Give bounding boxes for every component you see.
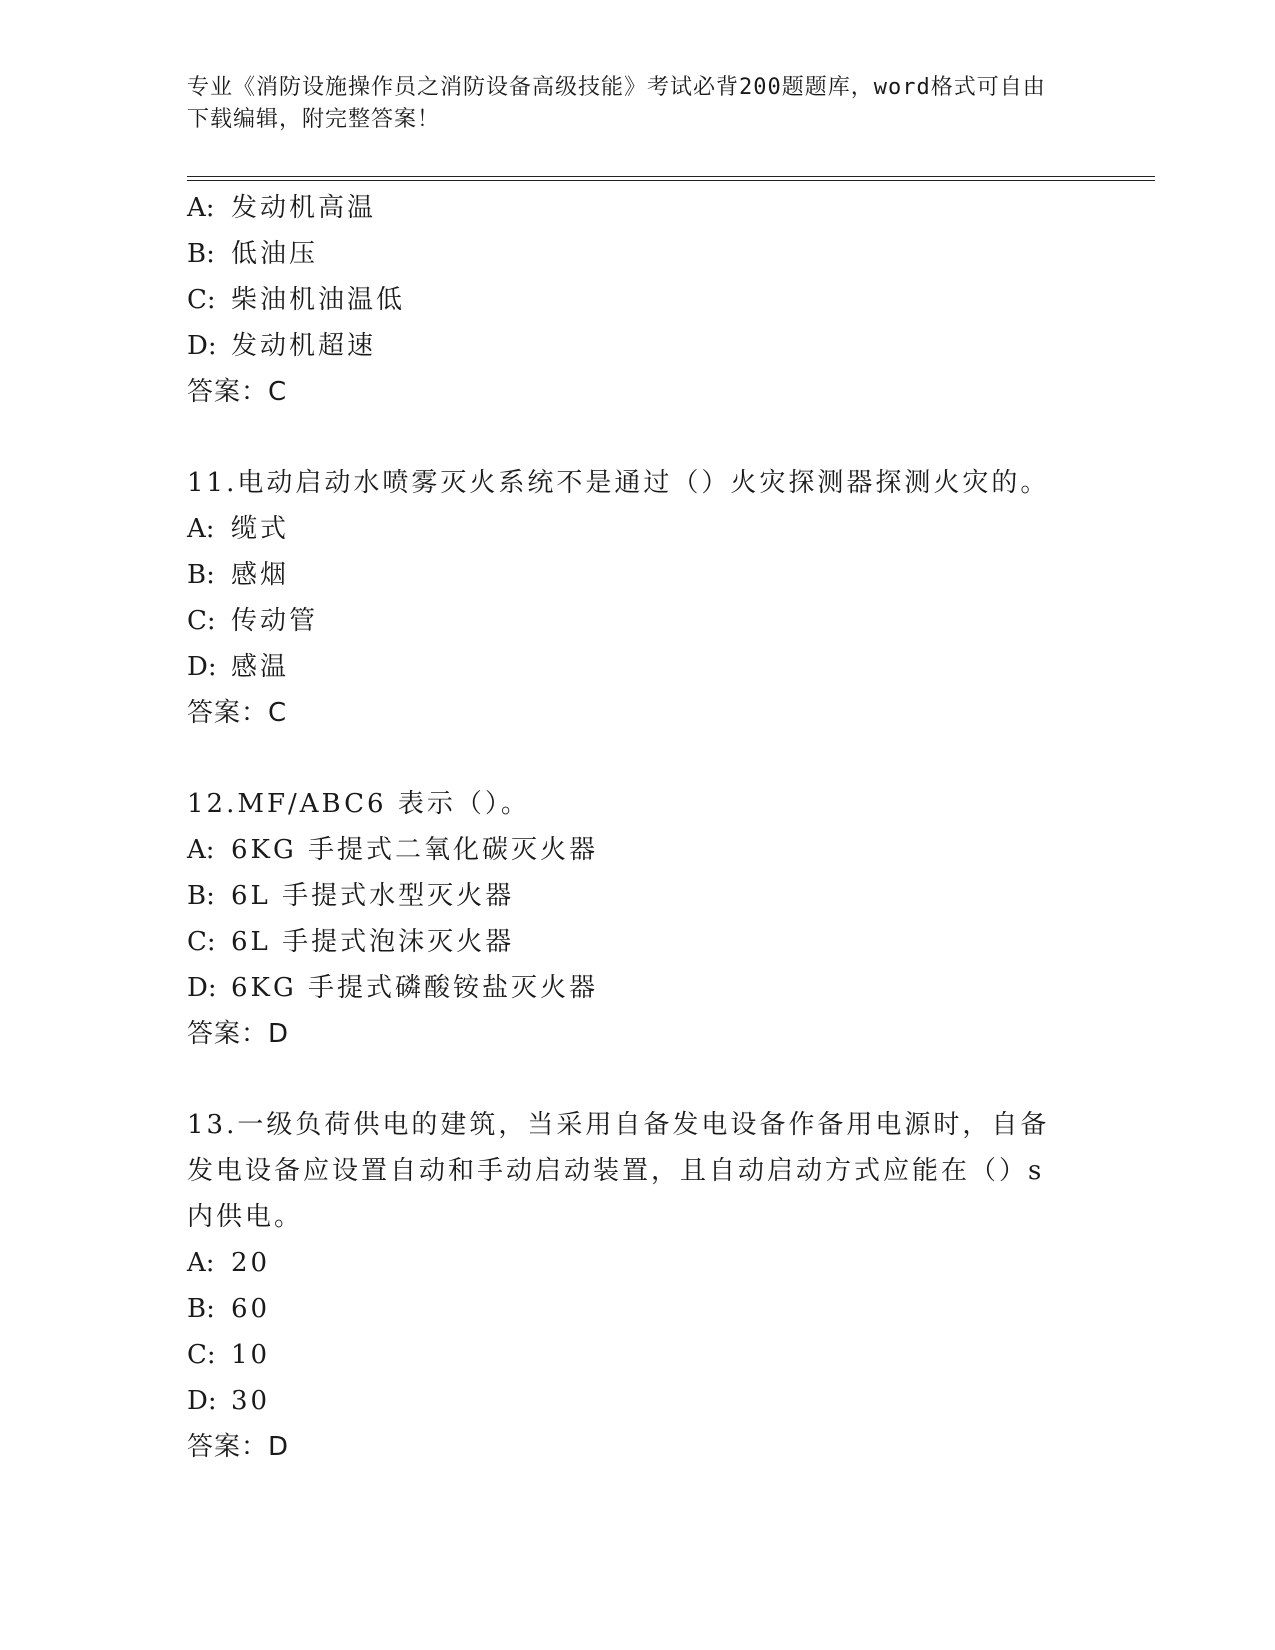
option-c: C: 10 [187, 1340, 271, 1370]
question-12 [187, 781, 1157, 1057]
question-13 [187, 1102, 1157, 1470]
option-d: D: 6KG 手提式磷酸铵盐灭火器 [187, 973, 599, 1003]
question-11 [187, 460, 1157, 736]
option-b: B: 6L 手提式水型灭火器 [187, 881, 515, 911]
answer-line: 答案：C [187, 377, 288, 407]
option-d: D: 发动机超速 [187, 331, 377, 361]
option-d: D: 感温 [187, 652, 290, 682]
answer-line: 答案：D [187, 1019, 290, 1049]
question-title: 13.一级负荷供电的建筑，当采用自备发电设备作备用电源时，自备发电设备应设置自动和手动启动装置，且自动启动方式应能在（）s 内供电。 [187, 1110, 1050, 1232]
document-page [187, 72, 1157, 1470]
option-b: B: 60 [187, 1294, 271, 1324]
question-10-continued [187, 185, 1157, 415]
answer-line: 答案：C [187, 698, 288, 728]
document-header: 专业《消防设施操作员之消防设备高级技能》考试必背200题题库，word格式可自由下载编辑，附完整答案！ [187, 75, 1046, 132]
option-d: D: 30 [187, 1386, 271, 1416]
answer-line: 答案：D [187, 1432, 290, 1462]
option-b: B: 感烟 [187, 560, 290, 590]
option-c: C: 6L 手提式泡沫灭火器 [187, 927, 515, 957]
question-list [187, 185, 1157, 1470]
option-b: B: 低油压 [187, 239, 319, 269]
question-title: 12.MF/ABC6 表示（）。 [187, 789, 530, 819]
option-c: C: 柴油机油温低 [187, 285, 406, 315]
option-a: A: 20 [187, 1248, 271, 1278]
header-divider [187, 176, 1155, 181]
question-title: 11.电动启动水喷雾灭火系统不是通过（）火灾探测器探测火灾的。 [187, 468, 1050, 498]
option-a: A: 6KG 手提式二氧化碳灭火器 [187, 835, 599, 865]
option-c: C: 传动管 [187, 606, 319, 636]
option-a: A: 缆式 [187, 514, 290, 544]
option-a: A: 发动机高温 [187, 193, 377, 223]
